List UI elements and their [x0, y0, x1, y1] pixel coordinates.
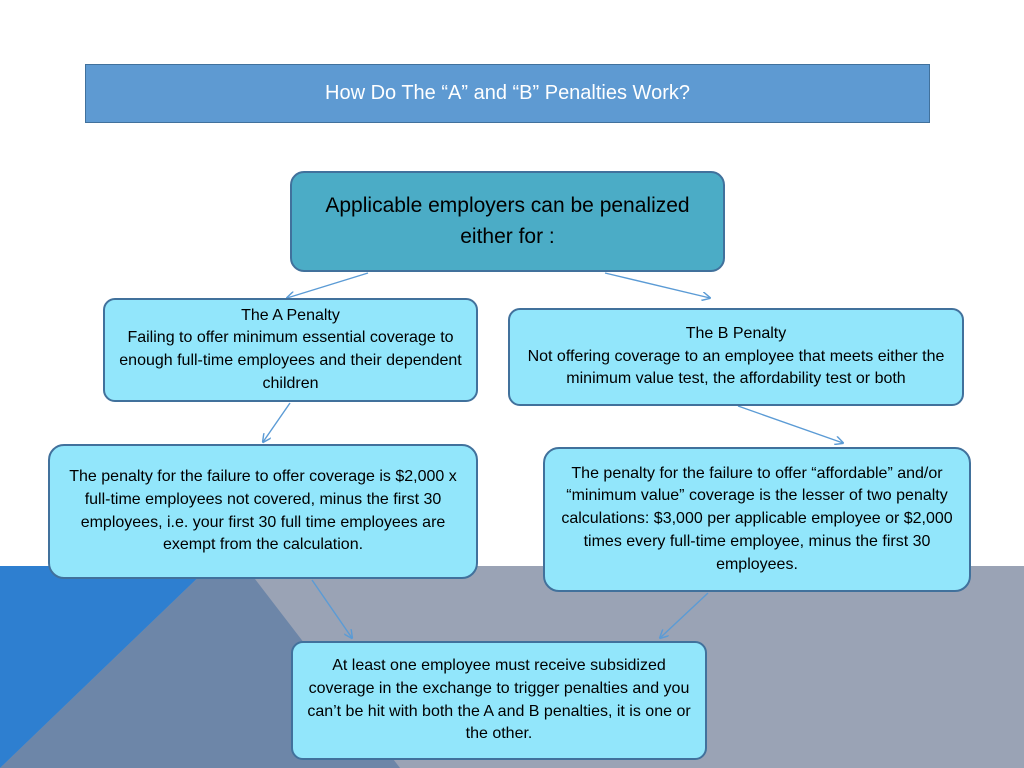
- penalty-a-detail-text: The penalty for the failure to offer coverage is $2,000 x full-time employees not covered, minus the first 30 employees, i.e. your first 30 full time employees are exempt from the calculation.: [69, 468, 457, 554]
- penalty-b-heading: The B Penalty: [685, 324, 787, 342]
- penalty-b-detail-node: [543, 447, 971, 592]
- conclusion-node: [291, 641, 707, 760]
- penalty-b-node: [508, 308, 964, 406]
- penalty-a-node: [103, 298, 478, 402]
- penalty-a-heading: The A Penalty: [241, 306, 340, 324]
- penalty-a-text: Failing to offer minimum essential coverage to enough full-time employees and their dependent children: [119, 329, 462, 392]
- conclusion-text: At least one employee must receive subsidized coverage in the exchange to trigger penalties and you can’t be hit with both the A and B penalties, it is one or the other.: [307, 657, 691, 743]
- slide-title-text: How Do The “A” and “B” Penalties Work?: [325, 82, 690, 104]
- slide-title: [85, 64, 930, 123]
- penalty-b-text: Not offering coverage to an employee that meets either the minimum value test, the affordability test or both: [527, 347, 945, 388]
- penalty-a-detail-node: [48, 444, 478, 579]
- root-node: [290, 171, 725, 272]
- penalty-b-detail-text: The penalty for the failure to offer “affordable” and/or “minimum value” coverage is the lesser of two penalty calculations: $3,000 per applicable employee or $2,000 times every full-time employee, minus the first 30 employees.: [561, 464, 953, 573]
- root-node-text: Applicable employers can be penalized either for :: [325, 194, 690, 248]
